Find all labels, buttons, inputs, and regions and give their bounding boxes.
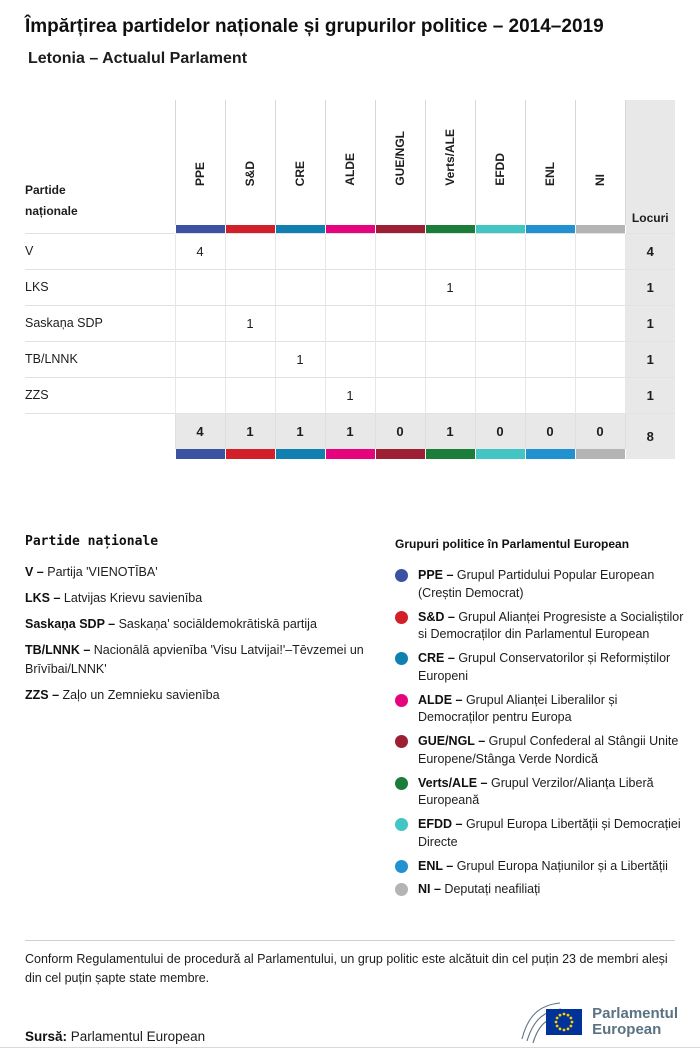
political-groups-legend: [395, 537, 687, 905]
seat-cell: 1: [325, 377, 375, 413]
row-header-label: Partide naționale: [25, 183, 78, 218]
seats-column-header: Locuri: [625, 100, 675, 233]
group-color-dot: [395, 860, 408, 873]
seat-cell: [275, 305, 325, 341]
party-name: V: [25, 233, 175, 269]
column-total: 0: [475, 413, 525, 449]
table-row: [25, 377, 675, 413]
seat-cell: [575, 305, 625, 341]
group-color-bar: [325, 225, 375, 233]
seat-cell: 1: [225, 305, 275, 341]
column-header-ni: [575, 100, 625, 225]
seat-cell: [325, 269, 375, 305]
seat-cell: [325, 233, 375, 269]
seat-cell: [275, 233, 325, 269]
column-total: 0: [525, 413, 575, 449]
group-label: ALDE: [343, 153, 357, 186]
group-abbr: Verts/ALE –: [418, 775, 488, 790]
seat-cell: [575, 377, 625, 413]
party-full-name: Nacionālā apvienība 'Visu Latvijai!'–Tēvzemei un Brīvībai/LNNK': [25, 643, 364, 676]
group-legend-item: [395, 816, 687, 852]
spacer-cell: [25, 449, 175, 459]
group-label: EFDD: [493, 153, 507, 186]
party-name: TB/LNNK: [25, 341, 175, 377]
seat-cell: [575, 269, 625, 305]
source-value: Parlamentul European: [70, 1029, 206, 1044]
party-abbr: Saskaņa SDP –: [25, 617, 116, 632]
footer-divider: [25, 940, 675, 941]
national-parties-legend: [25, 534, 380, 712]
party-abbr: TB/LNNK –: [25, 643, 91, 658]
parties-legend-title: Partide naționale: [25, 534, 159, 549]
seat-cell: [375, 305, 425, 341]
seat-cell: 4: [175, 233, 225, 269]
seat-cell: [275, 377, 325, 413]
group-legend-item: [395, 775, 687, 811]
group-color-dot: [395, 735, 408, 748]
group-abbr: S&D –: [418, 609, 455, 624]
column-total: 0: [575, 413, 625, 449]
groups-legend-title: Grupuri politice în Parlamentul European: [395, 537, 630, 551]
seats-total-cell: 1: [625, 341, 675, 377]
source-label: Sursă:: [25, 1029, 68, 1044]
group-legend-item: [395, 692, 687, 728]
party-full-name: Zaļo un Zemnieku savienība: [62, 687, 220, 702]
group-description: Grupul Europa Libertății și Democrației Directe: [418, 817, 681, 849]
grand-total-cell: 8: [625, 413, 675, 459]
group-description: Grupul Europa Națiunilor și a Libertății: [456, 858, 668, 873]
seats-total-cell: 1: [625, 305, 675, 341]
table-header-row: [25, 100, 675, 225]
group-label: S&D: [243, 160, 257, 186]
column-header-enl: [525, 100, 575, 225]
group-description: Grupul Conservatorilor și Reformiștilor Europeni: [418, 651, 671, 683]
seat-cell: [475, 233, 525, 269]
group-color-bar: [575, 449, 625, 459]
group-legend-item: [395, 733, 687, 769]
logo-line1: Parlamentul: [592, 1004, 678, 1022]
column-header-sd: [225, 100, 275, 225]
seat-cell: [475, 377, 525, 413]
group-color-bar: [175, 449, 225, 459]
group-color-dot: [395, 611, 408, 624]
group-color-bar: [325, 449, 375, 459]
party-legend-item: [25, 686, 380, 704]
group-label: NI: [593, 174, 607, 186]
seat-cell: [225, 341, 275, 377]
group-color-bar: [475, 449, 525, 459]
party-full-name: Latvijas Krievu savienība: [63, 591, 203, 606]
column-total: 1: [425, 413, 475, 449]
spacer-cell: [25, 413, 175, 449]
seat-cell: 1: [425, 269, 475, 305]
group-color-dot: [395, 777, 408, 790]
group-description: Grupul Partidului Popular European (Creștin Democrat): [418, 568, 655, 600]
seat-cell: [525, 233, 575, 269]
seat-cell: [425, 233, 475, 269]
column-header-cre: [275, 100, 325, 225]
seat-cell: [175, 377, 225, 413]
footnote: Conform Regulamentului de procedură al Parlamentului, un grup politic este alcătuit din cel puțin 23 de membri aleși din cel puțin șapte state membre.: [25, 952, 668, 986]
group-legend-item: [395, 609, 687, 645]
group-abbr: ENL –: [418, 858, 454, 873]
group-color-bar: [475, 225, 525, 233]
totals-row: [25, 413, 675, 449]
group-legend-item: [395, 881, 687, 899]
seat-cell: [225, 377, 275, 413]
spacer-cell: [25, 225, 175, 233]
seat-cell: [175, 269, 225, 305]
row-header-cell: [25, 100, 175, 225]
table-row: [25, 233, 675, 269]
seat-cell: [375, 341, 425, 377]
party-legend-item: [25, 615, 380, 633]
group-color-dot: [395, 818, 408, 831]
page-title: Împărțirea partidelor naționale și grupurilor politice – 2014–2019: [25, 16, 604, 37]
seat-cell: [325, 341, 375, 377]
european-parliament-logo: [520, 999, 678, 1045]
seats-total-cell: 1: [625, 269, 675, 305]
group-description: Grupul Verzilor/Alianța Liberă Europeană: [418, 775, 654, 808]
bottom-divider: [0, 1047, 700, 1048]
group-label: CRE: [293, 160, 307, 186]
seat-cell: [475, 341, 525, 377]
group-description: Deputați neafiliați: [444, 882, 541, 897]
group-description: Grupul Confederal al Stângii Unite Europene/Stânga Verde Nordică: [418, 734, 679, 766]
party-legend-item: [25, 641, 380, 677]
party-abbr: LKS –: [25, 591, 61, 606]
eu-flag-icon: [520, 999, 584, 1045]
group-color-bar: [275, 449, 325, 459]
table-row: [25, 305, 675, 341]
group-label: ENL: [543, 162, 557, 186]
seats-total-cell: 4: [625, 233, 675, 269]
party-legend-item: [25, 589, 380, 607]
seat-cell: [225, 269, 275, 305]
seat-cell: [325, 305, 375, 341]
group-label: Verts/ALE: [443, 129, 457, 186]
seats-table: [25, 100, 675, 459]
group-description: Grupul Alianței Liberalilor și Democraților pentru Europa: [418, 692, 618, 725]
seat-cell: [275, 269, 325, 305]
seat-cell: [525, 269, 575, 305]
seat-cell: [475, 305, 525, 341]
seat-cell: [575, 233, 625, 269]
source-line: [25, 1029, 205, 1044]
column-header-ppe: [175, 100, 225, 225]
group-legend-item: [395, 858, 687, 876]
party-name: ZZS: [25, 377, 175, 413]
group-color-bar: [225, 449, 275, 459]
seat-cell: [425, 341, 475, 377]
seat-cell: [225, 233, 275, 269]
party-legend-item: [25, 563, 380, 581]
table-row: [25, 269, 675, 305]
seat-cell: [175, 341, 225, 377]
group-abbr: ALDE –: [418, 692, 463, 707]
seat-cell: [425, 377, 475, 413]
group-abbr: PPE –: [418, 568, 454, 582]
group-color-bar: [425, 449, 475, 459]
group-color-bar: [425, 225, 475, 233]
group-color-dot: [395, 569, 408, 582]
group-color-dot: [395, 652, 408, 665]
group-color-bar: [525, 225, 575, 233]
group-description: Grupul Alianței Progresiste a Socialiștilor si Democraților din Parlamentul European: [418, 609, 684, 642]
seat-cell: 1: [275, 341, 325, 377]
group-color-bar-row-bottom: [25, 449, 675, 459]
seat-cell: [525, 305, 575, 341]
group-color-bar: [375, 449, 425, 459]
seat-cell: [575, 341, 625, 377]
seat-cell: [475, 269, 525, 305]
seat-cell: [525, 377, 575, 413]
group-color-bar: [375, 225, 425, 233]
seat-cell: [375, 233, 425, 269]
group-color-bar: [175, 225, 225, 233]
group-abbr: GUE/NGL –: [418, 734, 486, 748]
column-header-efdd: [475, 100, 525, 225]
logo-line2: European: [592, 1021, 662, 1038]
seat-cell: [175, 305, 225, 341]
column-header-guengl: [375, 100, 425, 225]
group-color-dot: [395, 883, 408, 896]
party-name: LKS: [25, 269, 175, 305]
column-total: 1: [225, 413, 275, 449]
group-color-bar: [225, 225, 275, 233]
seat-cell: [375, 377, 425, 413]
logo-wordmark: [592, 1006, 678, 1039]
group-legend-item: [395, 650, 687, 686]
column-header-vertsale: [425, 100, 475, 225]
page-subtitle: Letonia – Actualul Parlament: [28, 50, 248, 67]
seat-cell: [375, 269, 425, 305]
group-color-bar: [525, 449, 575, 459]
group-color-bar: [275, 225, 325, 233]
party-abbr: ZZS –: [25, 687, 60, 702]
seats-total-cell: 1: [625, 377, 675, 413]
group-abbr: NI –: [418, 882, 441, 897]
party-abbr: V –: [25, 565, 44, 579]
group-color-bar-row: [25, 225, 675, 233]
column-total: 4: [175, 413, 225, 449]
table-row: [25, 341, 675, 377]
column-total: 0: [375, 413, 425, 449]
column-header-alde: [325, 100, 375, 225]
seat-cell: [425, 305, 475, 341]
party-name: Saskaņa SDP: [25, 305, 175, 341]
group-legend-item: [395, 567, 687, 603]
seat-cell: [525, 341, 575, 377]
party-full-name: Saskaņa' sociāldemokrātiskā partija: [118, 617, 317, 632]
group-color-bar: [575, 225, 625, 233]
group-abbr: EFDD –: [418, 817, 463, 831]
column-total: 1: [275, 413, 325, 449]
group-color-dot: [395, 694, 408, 707]
party-full-name: Partija 'VIENOTĪBA': [47, 565, 158, 579]
group-abbr: CRE –: [418, 651, 455, 665]
group-label: GUE/NGL: [393, 131, 407, 186]
column-total: 1: [325, 413, 375, 449]
group-label: PPE: [193, 161, 207, 186]
